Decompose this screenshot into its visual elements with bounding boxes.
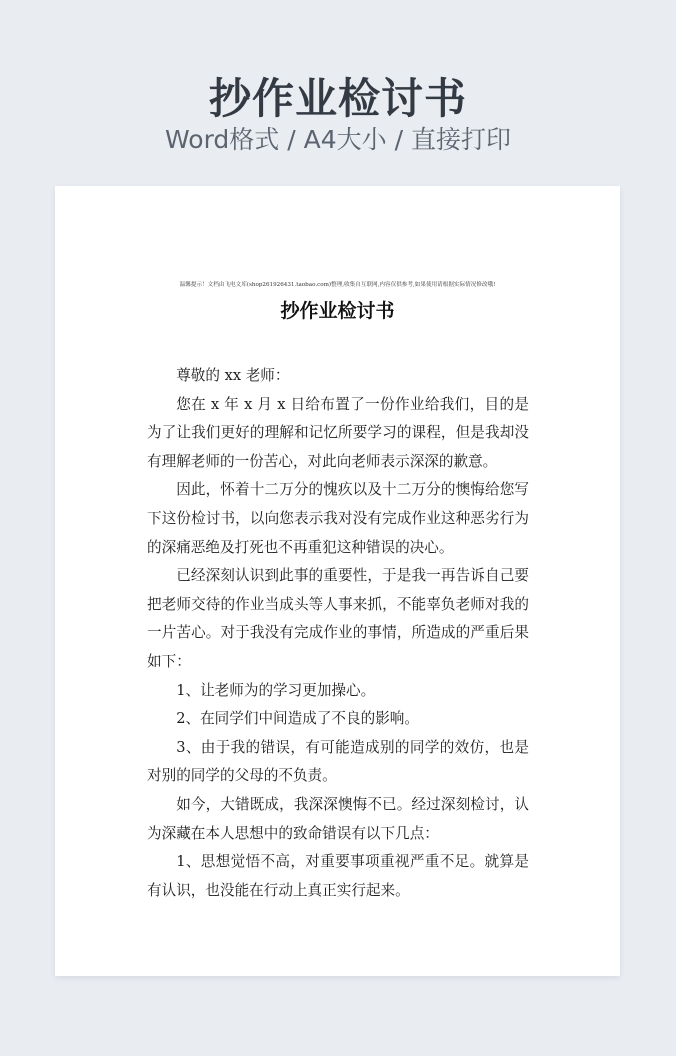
list-item: 1、思想觉悟不高，对重要事项重视严重不足。就算是有认识，也没能在行动上真正实行起来。	[147, 853, 529, 899]
header-note: 温馨提示！文档由飞电文库(shop261926431.taobao.com)整理,收集自互联网,内容仅供参考,如果使用请根据实际情况修改哦!	[179, 282, 496, 288]
salutation: 尊敬的 xx 老师：	[176, 367, 290, 384]
document-title: 抄作业检讨书	[280, 300, 395, 322]
body-paragraph: 如今，大错既成，我深深懊悔不已。经过深刻检讨，认为深藏在本人思想中的致命错误有以下几点：	[147, 795, 529, 842]
body-paragraph: 您在 x 年 x 月 x 日给布置了一份作业给我们，目的是为了让我们更好的理解和记忆所要学习的课程，但是我却没有理解老师的一份苦心，对此向老师表示深深的歉意。	[147, 395, 529, 470]
list-item: 3、由于我的错误，有可能造成别的同学的效仿，也是对别的同学的父母的不负责。	[147, 738, 529, 785]
list-item: 1、让老师为的学习更加操心。	[176, 681, 376, 699]
banner-title: 抄作业检讨书	[208, 74, 467, 123]
banner-subtitle: Word格式 / A4大小 / 直接打印	[165, 125, 511, 154]
list-item: 2、在同学们中间造成了不良的影响。	[176, 710, 419, 728]
body-paragraph: 已经深刻认识到此事的重要性，于是我一再告诉自己要把老师交待的作业当成头等人事来抓，不能辜负老师对我的一片苦心。对于我没有完成作业的事情，所造成的严重后果如下：	[147, 567, 529, 670]
document-body	[147, 362, 529, 905]
document-page	[55, 186, 620, 976]
body-paragraph: 因此，怀着十二万分的愧疚以及十二万分的懊悔给您写下这份检讨书，以向您表示我对没有完成作业这种恶劣行为的深痛恶绝及打死也不再重犯这种错误的决心。	[147, 481, 529, 556]
